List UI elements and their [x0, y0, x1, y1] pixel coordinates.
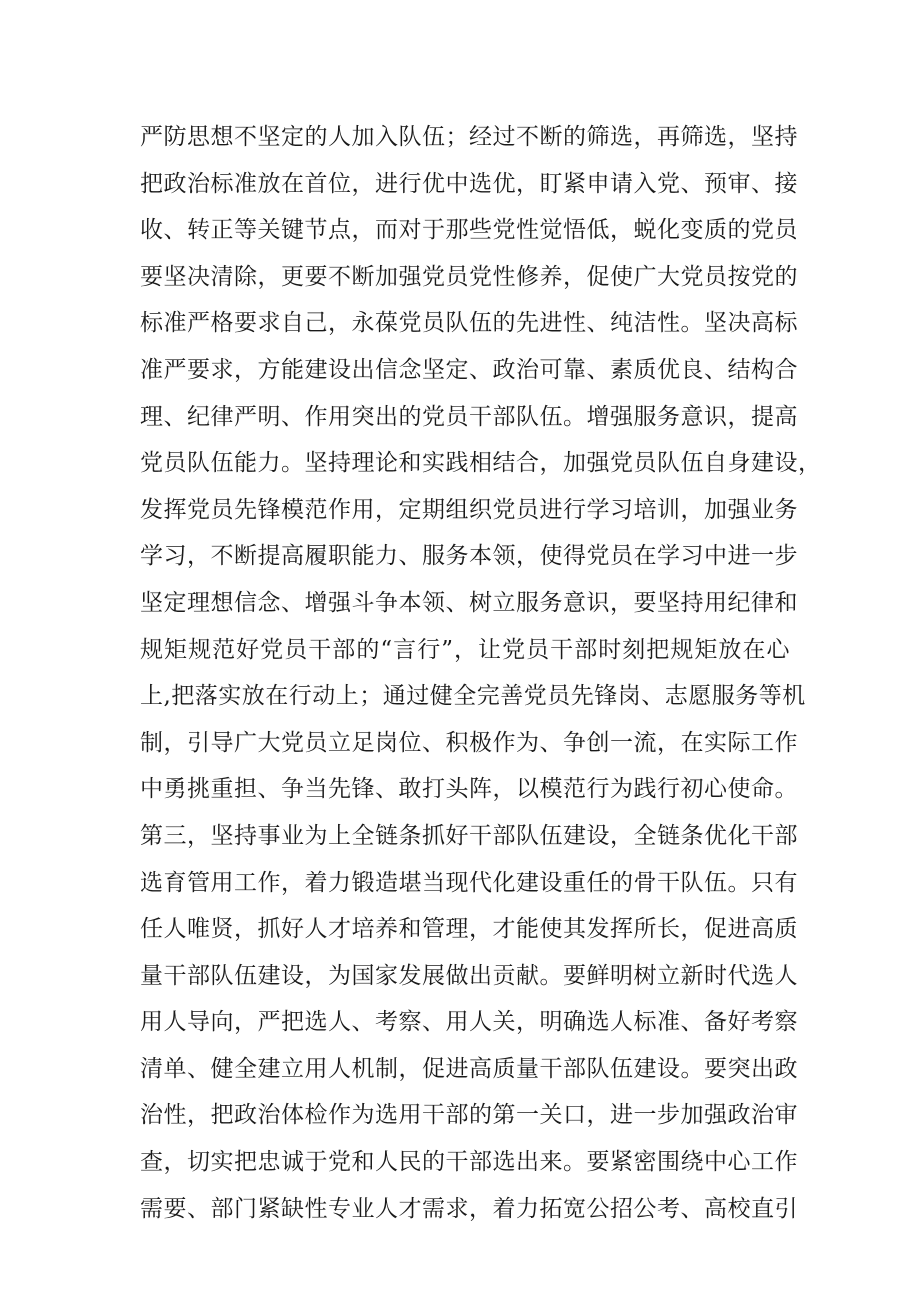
body-text	[140, 114, 822, 1232]
text-line: 任人唯贤，抓好人才培养和管理，才能使其发挥所长，促进高质	[140, 916, 798, 943]
text-line: 严防思想不坚定的人加入队伍；经过不断的筛选，再筛选，坚持	[140, 124, 798, 150]
text-line: 用人导向，严把选人、考察、用人关，明确选人标准、备好考察	[140, 1009, 798, 1036]
text-line: 第三，坚持事业为上全链条抓好干部队伍建设，全链条优化干部	[140, 822, 798, 849]
text-line: 制，引导广大党员立足岗位、积极作为、争创一流，在实际工作	[140, 729, 798, 756]
text-line: 规矩规范好党员干部的“言行”，让党员干部时刻把规矩放在心	[140, 636, 790, 663]
text-line: 准严要求，方能建设出信念坚定、政治可靠、素质优良、结构合	[140, 356, 798, 383]
text-line: 中勇挑重担、争当先锋、敢打头阵，以模范行为践行初心使命。	[140, 776, 798, 803]
text-line: 要坚决清除，更要不断加强党员党性修养，促使广大党员按党的	[140, 263, 798, 290]
text-line: 坚定理想信念、增强斗争本领、树立服务意识，要坚持用纪律和	[140, 589, 798, 616]
text-line: 清单、健全建立用人机制，促进高质量干部队伍建设。要突出政	[140, 1055, 798, 1082]
text-line: 上,把落实放在行动上；通过健全完善党员先锋岗、志愿服务等机	[140, 683, 806, 710]
text-line: 把政治标准放在首位，进行优中选优，盯紧申请入党、预审、接	[140, 170, 798, 197]
text-line: 党员队伍能力。坚持理论和实践相结合，加强党员队伍自身建设，	[140, 450, 822, 477]
text-line: 学习，不断提高履职能力、服务本领，使得党员在学习中进一步	[140, 543, 798, 570]
text-line: 需要、部门紧缺性专业人才需求，着力拓宽公招公考、高校直引	[140, 1195, 798, 1222]
text-line: 发挥党员先锋模范作用，定期组织党员进行学习培训，加强业务	[140, 496, 798, 523]
text-line: 标准严格要求自己，永葆党员队伍的先进性、纯洁性。坚决高标	[140, 310, 798, 337]
text-line: 查，切实把忠诚于党和人民的干部选出来。要紧密围绕中心工作	[140, 1149, 798, 1176]
text-line: 理、纪律严明、作用突出的党员干部队伍。增强服务意识，提高	[140, 403, 798, 430]
text-line: 治性，把政治体检作为选用干部的第一关口，进一步加强政治审	[140, 1102, 798, 1129]
text-line: 选育管用工作，着力锻造堪当现代化建设重任的骨干队伍。只有	[140, 869, 798, 896]
text-line: 量干部队伍建设，为国家发展做出贡献。要鲜明树立新时代选人	[140, 962, 798, 989]
text-line: 收、转正等关键节点，而对于那些党性觉悟低，蜕化变质的党员	[140, 217, 798, 244]
